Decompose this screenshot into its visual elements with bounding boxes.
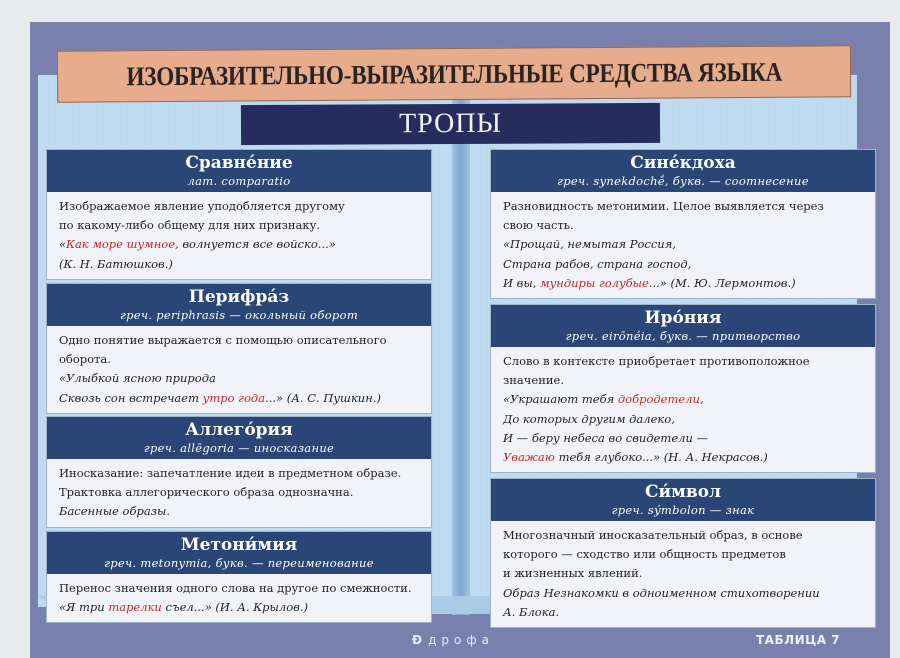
quote-line: «Как море шумное, волнуется все войско...» — [59, 237, 336, 252]
card-header — [491, 305, 875, 347]
quote-line: И вы, мундиры голубые...» (М. Ю. Лермонтов.) — [503, 275, 796, 290]
quote-line: Сквозь сон встречает утро года...» (А. С. Пушкин.) — [59, 390, 381, 405]
card-subtitle: греч. eirōnéia, букв. — притворство — [565, 329, 801, 343]
card-header — [47, 150, 431, 192]
definition-line: Иносказание: запечатление идеи в предметном образе. — [59, 466, 402, 480]
definition-line: по какому-либо общему для них признаку. — [59, 218, 321, 233]
card-title: Сине́кдоха — [630, 153, 736, 173]
card-body — [47, 459, 431, 527]
card-body — [491, 521, 875, 627]
author: (Н. А. Некрасов.) — [660, 450, 768, 465]
card-body — [47, 326, 431, 413]
card-subtitle: лат. comparatio — [187, 174, 291, 188]
definition-line: Изображаемое явление уподобляется другому — [59, 199, 345, 213]
title-banner — [57, 45, 851, 103]
publisher-name: дрофа — [428, 633, 494, 647]
definition-line: и жизненных явлений. — [503, 566, 643, 581]
card-body — [491, 192, 875, 298]
card-title: Метони́мия — [180, 535, 298, 555]
card-subtitle: греч. synekdochḗ, букв. — соотнесение — [557, 174, 809, 188]
author: (К. Н. Батюшков.) — [59, 256, 173, 271]
card-title: Перифра́з — [188, 287, 290, 307]
definition-line: Многозначный иносказательный образ, в основе — [503, 528, 803, 542]
highlight-text: утро года — [202, 390, 266, 405]
card-body — [47, 192, 431, 279]
card-header — [47, 284, 431, 326]
card-subtitle: греч. sýmbolon — знак — [611, 503, 755, 517]
card-subtitle: греч. periphrasis — окольный оборот — [119, 308, 359, 322]
definition-line: Перенос значения одного слова на другое по смежности. — [59, 581, 412, 595]
definition-line: оборота. — [59, 352, 111, 367]
example-line: А. Блока. — [503, 604, 560, 619]
card-periphrasis — [47, 284, 431, 413]
definition-line: Слово в контексте приобретает противоположное — [503, 354, 810, 368]
author: (А. С. Пушкин.) — [283, 390, 381, 405]
section-title: ТРОПЫ — [398, 107, 503, 140]
highlight-text: мундиры голубые — [540, 275, 649, 290]
card-title: Иро́ния — [644, 308, 722, 328]
highlight-text: добродетели — [617, 392, 700, 407]
quote-line: И — беру небеса во свидетели — — [503, 430, 709, 445]
highlight-text: тарелки — [108, 600, 162, 615]
definition-line: Разновидность метонимии. Целое выявляется через — [503, 199, 824, 213]
card-symbol — [491, 479, 875, 627]
card-title: Сравне́ние — [185, 153, 293, 173]
card-header — [491, 479, 875, 521]
definition-line: которого — сходство или общность предметов — [503, 547, 786, 562]
example-line: Басенные образы. — [59, 504, 170, 519]
card-irony — [491, 305, 875, 472]
card-synecdoche — [491, 150, 875, 298]
card-header — [491, 150, 875, 192]
card-body — [491, 347, 875, 472]
quote-line: «Прощай, немытая Россия, — [503, 237, 676, 252]
card-body — [47, 574, 431, 622]
definition-line: Одно понятие выражается с помощью описательного — [59, 333, 387, 347]
book-spine — [452, 75, 470, 615]
table-number: ТАБЛИЦА 7 — [756, 633, 841, 647]
page-title: ИЗОБРАЗИТЕЛЬНО-ВЫРАЗИТЕЛЬНЫЕ СРЕДСТВА ЯЗЫКА — [126, 56, 782, 91]
card-title: Аллего́рия — [185, 420, 293, 440]
quote-line: До которых другим далеко, — [503, 411, 675, 426]
card-header — [47, 532, 431, 574]
card-title: Си́мвол — [644, 482, 722, 502]
card-header — [47, 417, 431, 459]
author: (И. А. Крылов.) — [211, 600, 308, 615]
section-banner — [241, 103, 660, 145]
publisher-logo — [412, 633, 494, 647]
card-subtitle: греч. allēgoria — иносказание — [143, 441, 335, 455]
quote-line: «Я три тарелки съел...» (И. А. Крылов.) — [59, 600, 308, 615]
card-comparison — [47, 150, 431, 279]
card-metonymy — [47, 532, 431, 622]
quote-line: Уважаю тебя глубоко...» (Н. А. Некрасов.) — [503, 450, 768, 465]
definition-line: значение. — [503, 373, 564, 388]
example-line: Образ Незнакомки в одноименном стихотворении — [503, 585, 820, 600]
card-allegory — [47, 417, 431, 527]
definition-line: свою часть. — [503, 218, 574, 233]
card-subtitle: греч. metonymia, букв. — переименование — [104, 556, 374, 570]
highlight-text: Уважаю — [503, 450, 555, 465]
quote-line: «Улыбкой ясною природа — [59, 371, 216, 386]
highlight-text: Как море шумное — [66, 237, 176, 252]
publisher-logo-icon: Ɖ — [412, 633, 423, 647]
quote-line: Страна рабов, страна господ, — [503, 256, 692, 271]
definition-line: Трактовка аллегорического образа однозначна. — [59, 485, 354, 500]
author: (М. Ю. Лермонтов.) — [666, 275, 796, 290]
quote-line: «Украшают тебя добродетели, — [503, 392, 704, 407]
